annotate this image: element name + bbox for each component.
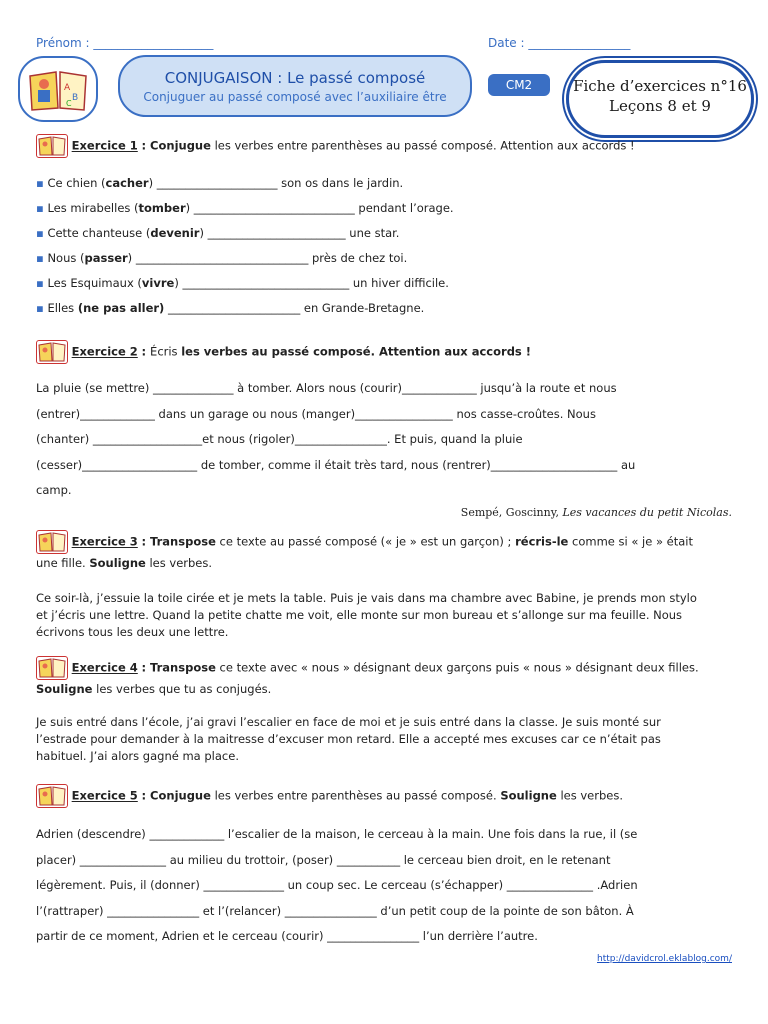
exercise-5-number: Exercice 5 — [71, 788, 138, 803]
exercise-book-icon — [36, 340, 68, 364]
exercise-3-heading: Exercice 3 : Transpose ce texte au passé composé (« je » est un garçon) ; récris-le comme si « je » était une fille. Souligne les verbes. — [36, 530, 732, 572]
fiche-badge — [566, 60, 754, 138]
svg-text:B: B — [72, 93, 79, 103]
list-item: ▪ Les Esquimaux (vivre) _____________________________ un hiver difficile. — [36, 276, 449, 290]
fiche-lessons: Leçons 8 et 9 — [609, 97, 711, 115]
exercise-4-number: Exercice 4 — [71, 660, 138, 675]
exercise-1-heading: Exercice 1 : Conjugue les verbes entre parenthèses au passé composé. Attention aux accords ! — [36, 134, 635, 158]
footer-link[interactable]: http://davidcrol.eklablog.com/ — [597, 954, 732, 964]
exercise-5-heading: Exercice 5 : Conjugue les verbes entre parenthèses au passé composé. Souligne les verbes. — [36, 784, 623, 808]
svg-text:A: A — [64, 83, 71, 93]
exercise-book-icon — [36, 656, 68, 680]
prenom-field: Prénom : ____________________ — [36, 36, 214, 50]
page-title: CONJUGAISON : Le passé composé — [164, 69, 426, 87]
list-item: ▪ Cette chanteuse (devenir) ________________________ une star. — [36, 226, 400, 240]
exercise-2-text — [36, 376, 732, 504]
exercise-1-list — [36, 174, 454, 317]
text-line: écrivons tous les deux une lettre. — [36, 625, 229, 639]
exercise-2-heading: Exercice 2 : Écris les verbes au passé composé. Attention aux accords ! — [36, 340, 531, 364]
text-line: La pluie (se mettre) ______________ à tomber. Alors nous (courir)_____________ jusqu’à la route et nous — [36, 381, 617, 395]
text-line: (chanter) ___________________et nous (rigoler)________________. Et puis, quand la pluie — [36, 432, 523, 446]
text-line: Je suis entré dans l’école, j’ai gravi l’escalier en face de moi et je suis entré dans la classe. Je suis monté sur — [36, 715, 661, 729]
exercise-2-instruction-bold: les verbes au passé composé. Attention aux accords ! — [181, 344, 532, 359]
text-line: Ce soir-là, j’essuie la toile cirée et je mets la table. Puis je vais dans ma chambre avec Babine, je prends mon stylo — [36, 591, 697, 605]
exercise-4-heading: Exercice 4 : Transpose ce texte avec « nous » désignant deux garçons puis « nous » désignant deux filles. Souligne les verbes que tu as conjugés. — [36, 656, 732, 698]
source-credit: Sempé, Goscinny, Les vacances du petit Nicolas. — [460, 506, 732, 519]
exercise-2-number: Exercice 2 — [71, 344, 138, 359]
date-field: Date : _________________ — [488, 36, 631, 50]
exercise-4-text — [36, 714, 732, 765]
text-line: l’estrade pour demander à la maitresse d’excuser mon retard. Elle a accepté mes excuses car ce n’était pas — [36, 732, 661, 746]
text-line: (entrer)_____________ dans un garage ou nous (manger)_________________ nos casse-croûtes. Nous — [36, 406, 596, 421]
text-line: camp. — [36, 483, 72, 497]
book-icon — [20, 58, 96, 120]
exercise-1-number: Exercice 1 — [71, 138, 138, 153]
text-line: (cesser)____________________ de tomber, comme il était très tard, nous (rentrer)______________________ au — [36, 457, 636, 472]
list-item: ▪ Les mirabelles (tomber) ____________________________ pendant l’orage. — [36, 201, 454, 215]
title-banner — [118, 55, 472, 117]
exercise-5-text — [36, 822, 732, 950]
exercise-1-instruction-verb: Conjugue — [150, 138, 211, 153]
list-item: ▪ Elles (ne pas aller) _______________________ en Grande-Bretagne. — [36, 301, 425, 315]
exercise-book-icon — [36, 134, 68, 158]
exercise-1-instruction: les verbes entre parenthèses au passé composé. Attention aux accords ! — [214, 138, 635, 153]
page-subtitle: Conjuguer au passé composé avec l’auxiliaire être — [143, 90, 447, 104]
svg-text:C: C — [66, 99, 72, 108]
list-item: ▪ Nous (passer) ______________________________ près de chez toi. — [36, 251, 408, 265]
fiche-number: Fiche d’exercices n°16 — [573, 77, 747, 95]
book-logo — [18, 56, 98, 122]
exercise-3-number: Exercice 3 — [71, 534, 138, 549]
text-line: l’(rattraper) ________________ et l’(relancer) ________________ d’un petit coup de la pointe de son bâton. À — [36, 903, 634, 918]
text-line: placer) _______________ au milieu du trottoir, (poser) ___________ le cerceau bien droit, en le retenant — [36, 852, 611, 867]
exercise-book-icon — [36, 530, 68, 554]
exercise-3-text — [36, 590, 732, 641]
text-line: partir de ce moment, Adrien et le cerceau (courir) ________________ l’un derrière l’autre. — [36, 929, 538, 943]
exercise-2-instruction: Écris — [150, 344, 178, 359]
list-item: ▪ Ce chien (cacher) _____________________ son os dans le jardin. — [36, 176, 404, 190]
text-line: et j’écris une lettre. Quand la petite chatte me voit, elle monte sur mon bureau et s’allonge sur ma feuille. Nous — [36, 608, 683, 622]
exercise-book-icon — [36, 784, 68, 808]
text-line: habituel. J’ai alors gagné ma place. — [36, 749, 239, 763]
text-line: Adrien (descendre) _____________ l’escalier de la maison, le cerceau à la main. Une fois dans la rue, il (se — [36, 827, 638, 841]
text-line: légèrement. Puis, il (donner) ______________ un coup sec. Le cerceau (s’échapper) _______________ .Adrien — [36, 878, 638, 892]
level-badge: CM2 — [488, 74, 550, 96]
